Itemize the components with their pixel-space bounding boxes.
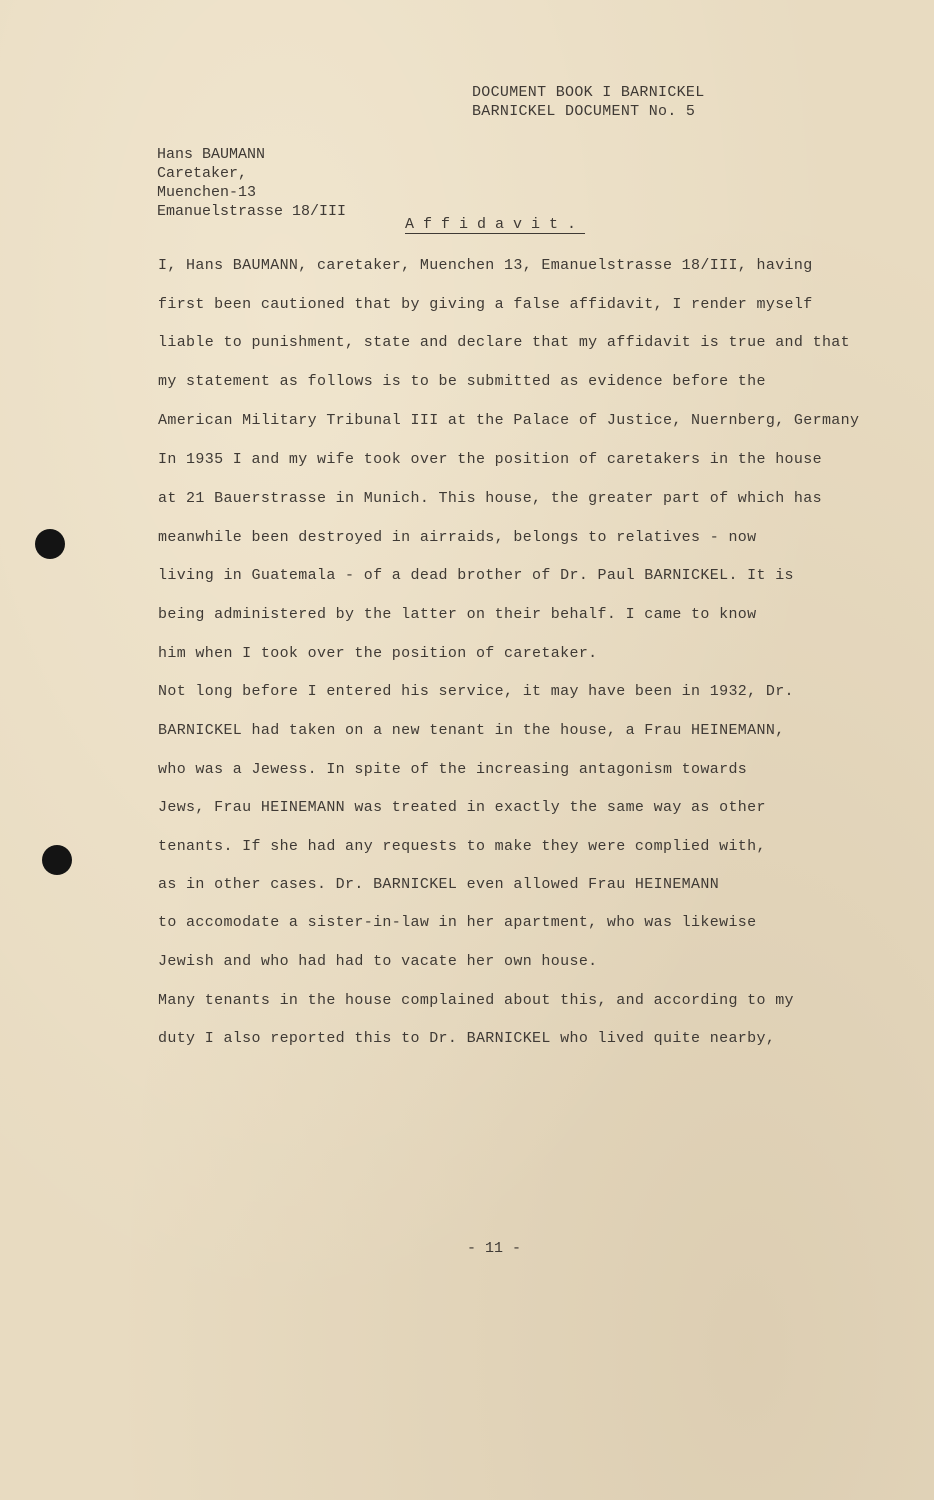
- body-line: as in other cases. Dr. BARNICKEL even allowed Frau HEINEMANN: [158, 876, 720, 893]
- body-line: first been cautioned that by giving a false affidavit, I render myself: [158, 296, 813, 313]
- body-line: him when I took over the position of caretaker.: [158, 645, 598, 662]
- body-line: meanwhile been destroyed in airraids, belongs to relatives - now: [158, 529, 757, 546]
- body-line: In 1935 I and my wife took over the position of caretakers in the house: [158, 451, 822, 468]
- affiant-name: Hans BAUMANN: [157, 146, 266, 163]
- body-line: living in Guatemala - of a dead brother of Dr. Paul BARNICKEL. It is: [158, 567, 794, 584]
- affiant-occupation: Caretaker,: [157, 165, 248, 182]
- body-line: liable to punishment, state and declare that my affidavit is true and that: [158, 334, 851, 351]
- affiant-street: Emanuelstrasse 18/III: [157, 203, 347, 220]
- body-line: Many tenants in the house complained about this, and according to my: [158, 992, 794, 1009]
- body-line: being administered by the latter on their behalf. I came to know: [158, 606, 757, 623]
- page-number: - 11 -: [467, 1240, 522, 1257]
- document-book-header: DOCUMENT BOOK I BARNICKEL: [472, 84, 705, 101]
- body-line: duty I also reported this to Dr. BARNICKEL who lived quite nearby,: [158, 1030, 776, 1047]
- body-line: BARNICKEL had taken on a new tenant in the house, a Frau HEINEMANN,: [158, 722, 785, 739]
- body-line: I, Hans BAUMANN, caretaker, Muenchen 13, Emanuelstrasse 18/III, having: [158, 257, 813, 274]
- punch-hole-top: [35, 529, 65, 559]
- body-line: Not long before I entered his service, it may have been in 1932, Dr.: [158, 683, 794, 700]
- punch-hole-bottom: [42, 845, 72, 875]
- body-line: tenants. If she had any requests to make they were complied with,: [158, 838, 766, 855]
- body-line: Jewish and who had had to vacate her own house.: [158, 953, 598, 970]
- affiant-city: Muenchen-13: [157, 184, 257, 201]
- body-line: American Military Tribunal III at the Palace of Justice, Nuernberg, Germany: [158, 412, 860, 429]
- document-number-header: BARNICKEL DOCUMENT No. 5: [472, 103, 696, 120]
- body-line: who was a Jewess. In spite of the increasing antagonism towards: [158, 761, 748, 778]
- body-line: at 21 Bauerstrasse in Munich. This house, the greater part of which has: [158, 490, 822, 507]
- body-line: Jews, Frau HEINEMANN was treated in exactly the same way as other: [158, 799, 766, 816]
- body-line: my statement as follows is to be submitted as evidence before the: [158, 373, 766, 390]
- document-title: Affidavit.: [405, 216, 586, 233]
- body-line: to accomodate a sister-in-law in her apartment, who was likewise: [158, 914, 757, 931]
